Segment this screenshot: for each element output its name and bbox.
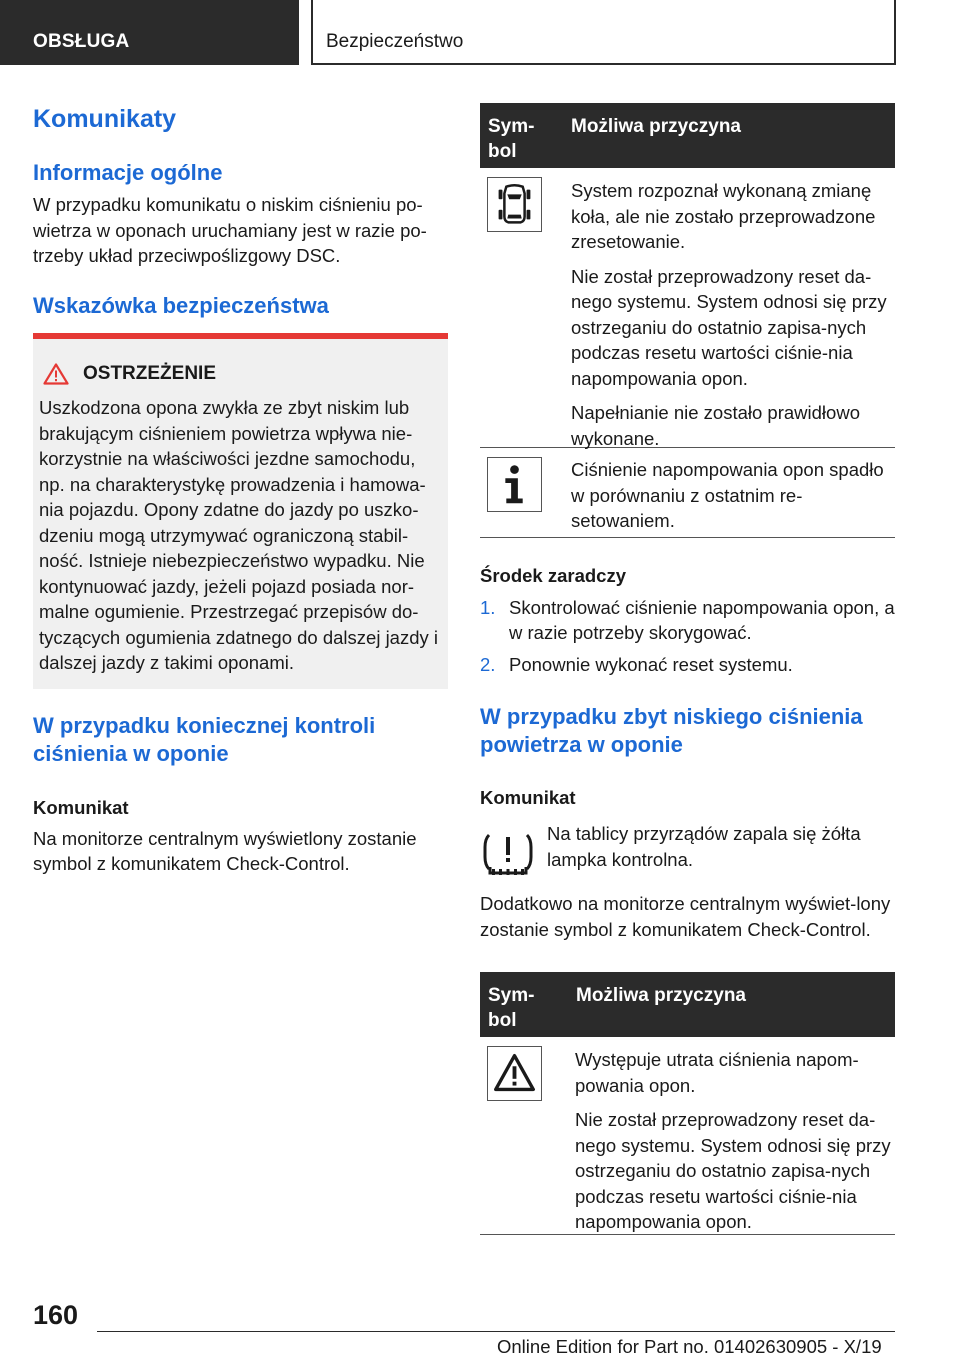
table2-col-symbol: Sym-bol — [488, 985, 535, 1031]
info-icon — [487, 457, 542, 512]
left-column — [33, 103, 448, 320]
car-tires-icon — [487, 177, 542, 232]
page-number: 160 — [33, 1300, 79, 1330]
check-heading: W przypadku koniecznej kontroli ciśnienia w oponie — [33, 713, 376, 766]
general-text: W przypadku komunikatu o niskim ciśnieniu po-wietrza w oponach uruchamiany jest w razie po-trzeby układ przeciwpoślizgowy DSC. — [33, 194, 427, 266]
table1-header — [480, 103, 895, 168]
remedy-section — [480, 563, 895, 677]
low-pressure-section — [480, 703, 895, 811]
table1-col-symbol: Sym-bol — [488, 116, 535, 162]
lamp-text: Na tablicy przyrządów zapala się żółta lampka kontrolna. — [547, 823, 861, 870]
message-text: Na monitorze centralnym wyświetlony zostanie symbol z komunikatem Check-Control. — [33, 827, 417, 874]
message-label: Komunikat — [33, 797, 129, 818]
table2-header — [480, 972, 895, 1037]
warning-triangle-icon — [43, 363, 69, 385]
chapter-tab[interactable] — [0, 0, 299, 65]
remedy-step-number: 1. — [480, 596, 496, 618]
left-column-lower — [33, 712, 448, 877]
warning-triangle-icon — [487, 1046, 542, 1101]
tire-pressure-warning-icon — [480, 823, 536, 879]
table1-row1-text2: Nie został przeprowadzony reset da-nego systemu. System odnosi się przy ostrzeganiu do ostatnio zapisa-nych podczas resetu wartości ciśnie-nia napompowania opon. — [571, 265, 887, 389]
footer-edition: Online Edition for Part no. 01402630905 - X/19 — [497, 1336, 882, 1357]
warning-text: Uszkodzona opona zwykła ze zbyt niskim lub brakującym ciśnieniem powietrza wpływa nie-korzystnie na właściwości jezdne samochodu, np. na charakterystykę prowadzenia i hamowa-nia pojazdu. Opony zdatne do jazdy po uszko-dzeniu mogą utrzymywać ograniczoną stabil-ność. Istnieje niebezpieczeństwo wypadku. Nie kontynuować jazdy, jeżeli pojazd posiada nor-malne ogumienie. Przestrzegać przepisów do-tyczących ogumienia zdatnego do dalszej jazdy i dalszej jazdy z takimi oponami. — [39, 397, 439, 673]
remedy-step-1 — [480, 595, 895, 646]
table1-row-1 — [480, 168, 895, 448]
remedy-step-text: Skontrolować ciśnienie napompowania opon, a w razie potrzeby skorygować. — [509, 596, 895, 643]
table2-row1-text2: Nie został przeprowadzony reset da-nego systemu. System odnosi się przy ostrzeganiu do ostatnio zapisa-nych podczas resetu wartości ciśnie-nia napompowania opon. — [575, 1109, 891, 1232]
table1-row2-text: Ciśnienie napompowania opon spadło w porównaniu z ostatnim re-setowaniem. — [571, 459, 884, 531]
page-title: Komunikaty — [33, 105, 177, 133]
lamp-text-wrapper — [547, 821, 895, 872]
table1-col-cause: Możliwa przyczyna — [571, 116, 741, 137]
chapter-label: OBSŁUGA — [33, 31, 130, 52]
section-label: Bezpieczeństwo — [326, 31, 464, 52]
remedy-heading: Środek zaradczy — [480, 565, 627, 586]
extra-text: Dodatkowo na monitorze centralnym wyświet-lony zostanie symbol z komunikatem Check-Control. — [480, 893, 891, 940]
remedy-step-2 — [480, 652, 895, 678]
table2-row-1 — [480, 1037, 895, 1235]
warning-box — [33, 333, 448, 689]
table2-row1-text1: Występuje utrata ciśnienia napom-powania opon. — [575, 1049, 859, 1096]
warning-label: OSTRZEŻENIE — [83, 363, 217, 384]
low-pressure-heading: W przypadku zbyt niskiego ciśnienia powietrza w oponie — [480, 704, 863, 757]
safety-heading: Wskazówka bezpieczeństwa — [33, 292, 329, 318]
table1-row1-text3: Napełnianie nie zostało prawidłowo wykonane. — [571, 402, 860, 449]
table2-col-cause: Możliwa przyczyna — [576, 985, 746, 1006]
extra-text-wrapper — [480, 891, 895, 942]
table1-row1-text1: System rozpoznał wykonaną zmianę koła, ale nie zostało przeprowadzone zresetowanie. — [571, 180, 876, 252]
low-message-label: Komunikat — [480, 787, 576, 808]
section-tab — [311, 0, 896, 65]
remedy-step-text: Ponownie wykonać reset systemu. — [509, 653, 793, 675]
table1-row-2 — [480, 448, 895, 538]
general-heading: Informacje ogólne — [33, 160, 223, 185]
footer-divider — [97, 1331, 895, 1332]
remedy-step-number: 2. — [480, 653, 496, 675]
